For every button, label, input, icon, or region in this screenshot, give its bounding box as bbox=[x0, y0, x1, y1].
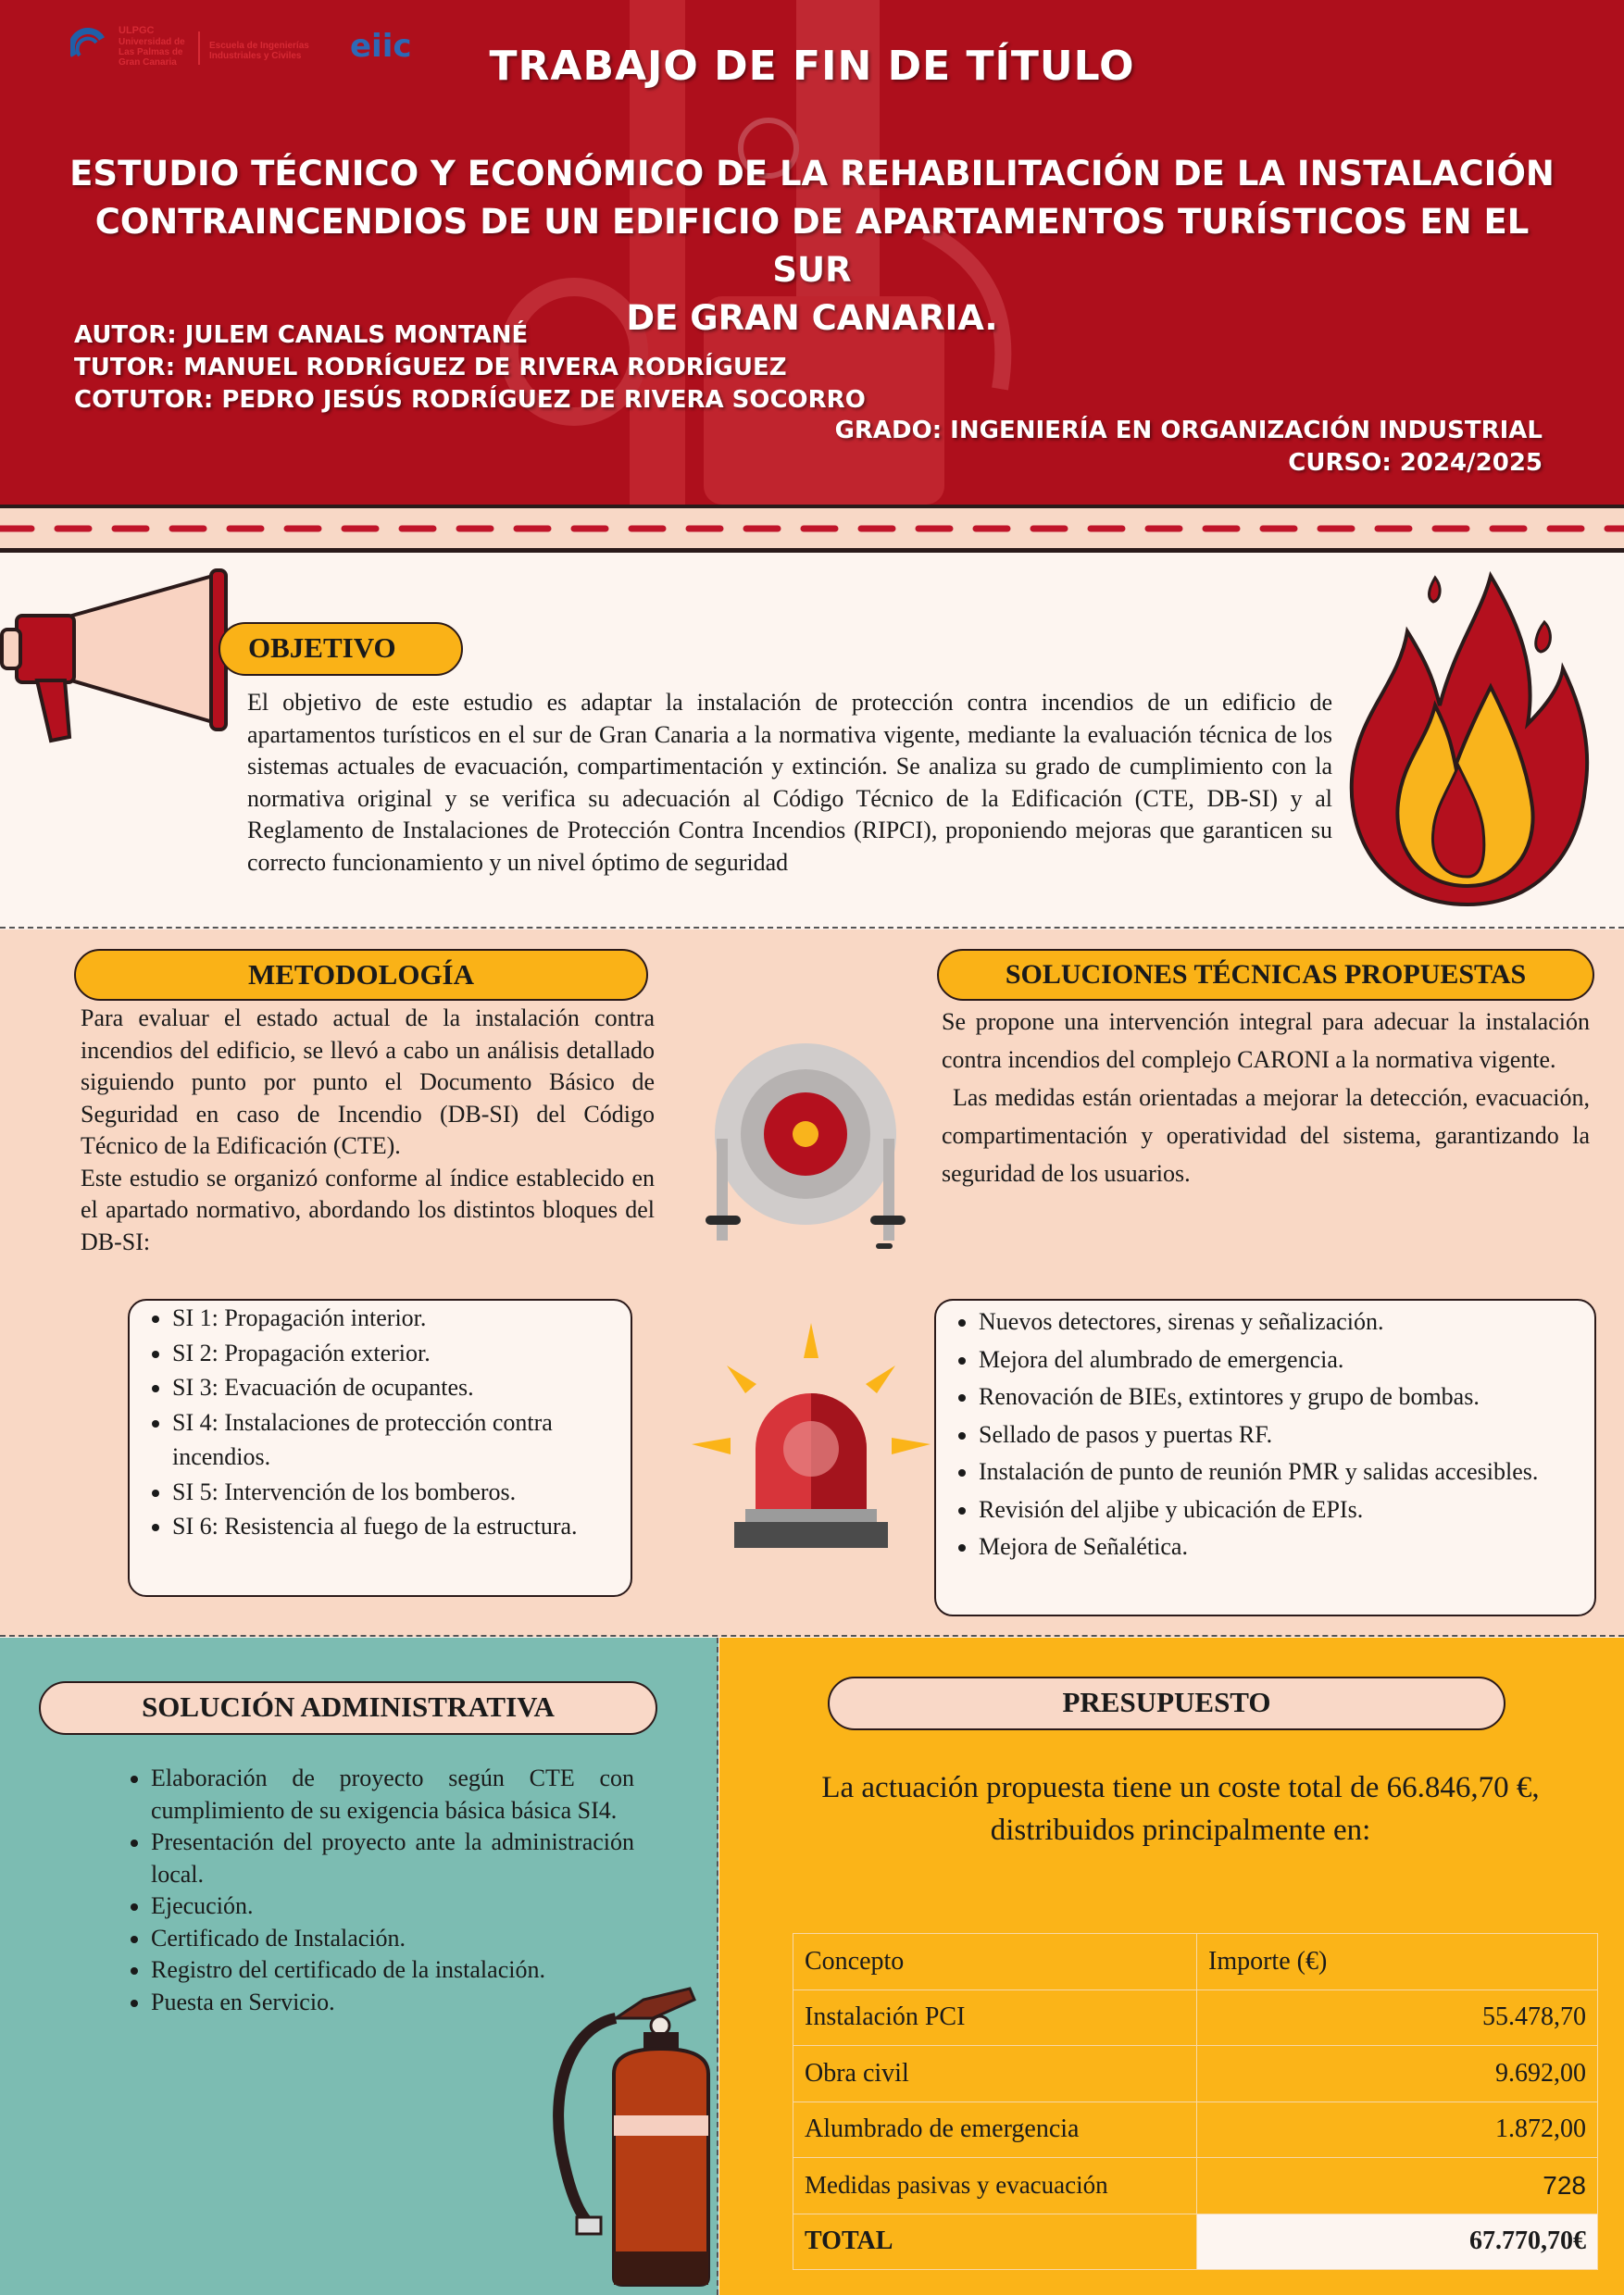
objetivo-heading: OBJETIVO bbox=[219, 622, 463, 676]
list-item: • SI 4: Instalaciones de protección contra incendios. bbox=[172, 1405, 632, 1475]
subject-line-3: DE GRAN CANARIA. bbox=[626, 298, 998, 338]
tutor-line: TUTOR: MANUEL RODRÍGUEZ DE RIVERA RODRÍGUEZ bbox=[74, 354, 787, 381]
metodologia-heading: METODOLOGÍA bbox=[74, 949, 648, 1001]
objetivo-text: El objetivo de este estudio es adaptar la instalación de protección contra incendios de un edificio de apartamentos turísticos en el sur de Gran Canaria a la normativa vigente, mediante la evaluación técnica de los sistemas actuales de evacuación, compartimentación y extinción. Se analiza su grado de cumplimiento con la normativa original y se verifica su adecuación al Código Técnico de la Edificación (CTE, DB-SI) y al Reglamento de Instalaciones de Protección Contra Incendios (RIPCI), proponiendo mejoras que garanticen su correcto funcionamiento y un nivel óptimo de seguridad bbox=[247, 689, 1332, 876]
table-total-row bbox=[793, 2214, 1598, 2270]
row-importe: 728 bbox=[1197, 2158, 1598, 2214]
soluciones-list bbox=[934, 1303, 1596, 1566]
soluciones-heading: SOLUCIONES TÉCNICAS PROPUESTAS bbox=[937, 949, 1594, 1001]
row-importe: 1.872,00 bbox=[1197, 2102, 1598, 2158]
list-item: • SI 3: Evacuación de ocupantes. bbox=[172, 1370, 632, 1405]
si-list bbox=[128, 1301, 632, 1544]
university-line-2: Las Palmas de bbox=[119, 47, 183, 57]
list-item: • Ejecución. bbox=[151, 1890, 634, 1923]
presupuesto-lead-line-2: distribuidos principalmente en: bbox=[990, 1814, 1371, 1847]
list-item: • Presentación del proyecto ante la administración local. bbox=[151, 1827, 634, 1890]
metodologia-paragraph-1: Para evaluar el estado actual de la instalación contra incendios del edificio, se llevó a cabo un análisis detallado siguiendo punto por punto el Documento Básico de Seguridad en caso de Incendio (DB-SI) del Código Técnico de la Edificación (CTE). bbox=[81, 1004, 655, 1159]
list-item: • Instalación de punto de reunión PMR y salidas accesibles. bbox=[979, 1453, 1596, 1491]
soluciones-paragraph-2: Las medidas están orientadas a mejorar la detección, evacuación, compartimentación y operatividad del sistema, garantizando la seguridad de los usuarios. bbox=[942, 1084, 1590, 1187]
row-concepto: Medidas pasivas y evacuación bbox=[793, 2158, 1197, 2214]
metodologia-text bbox=[81, 1003, 655, 1258]
list-item: • Elaboración de proyecto según CTE con cumplimiento de su exigencia básica básica SI4. bbox=[151, 1763, 634, 1827]
author-line: AUTOR: JULEM CANALS MONTANÉ bbox=[74, 321, 529, 349]
soluciones-text bbox=[942, 1003, 1590, 1192]
list-item: • SI 1: Propagación interior. bbox=[172, 1301, 632, 1336]
cotutor-line: COTUTOR: PEDRO JESÚS RODRÍGUEZ DE RIVERA SOCORRO bbox=[74, 386, 866, 414]
megaphone-icon bbox=[0, 565, 241, 755]
row-concepto: Instalación PCI bbox=[793, 1989, 1197, 2046]
header-concepto: Concepto bbox=[793, 1934, 1197, 1990]
list-item: • Revisión del aljibe y ubicación de EPIs. bbox=[979, 1491, 1596, 1529]
list-item: • Nuevos detectores, sirenas y señalización. bbox=[979, 1303, 1596, 1341]
presupuesto-lead-line-1: La actuación propuesta tiene un coste total de 66.846,70 €, bbox=[821, 1771, 1540, 1804]
subject-line-2: CONTRAINCENDIOS DE UN EDIFICIO DE APARTAMENTOS TURÍSTICOS EN EL SUR bbox=[94, 202, 1530, 290]
degree-block bbox=[835, 415, 1543, 480]
course-line: CURSO: 2024/2025 bbox=[1288, 449, 1543, 477]
presupuesto-heading: PRESUPUESTO bbox=[828, 1677, 1505, 1730]
administrativa-list bbox=[106, 1763, 634, 2018]
list-item: • Sellado de pasos y puertas RF. bbox=[979, 1416, 1596, 1454]
list-item: • Mejora del alumbrado de emergencia. bbox=[979, 1341, 1596, 1379]
hose-reel-icon bbox=[704, 1041, 907, 1254]
list-item: • Mejora de Señalética. bbox=[979, 1528, 1596, 1566]
list-item: • Puesta en Servicio. bbox=[151, 1987, 634, 2019]
ulpgc-acronym: ULPGC bbox=[119, 25, 155, 36]
university-line-1: Universidad de bbox=[119, 37, 185, 47]
row-importe: 55.478,70 bbox=[1197, 1989, 1598, 2046]
metodologia-paragraph-2: Este estudio se organizó conforme al índice establecido en el apartado normativo, abordando los distintos bloques del DB-SI: bbox=[81, 1164, 655, 1255]
stitched-divider bbox=[0, 505, 1624, 553]
dashed-line-decoration bbox=[0, 518, 1624, 540]
table-row bbox=[793, 1989, 1598, 2046]
table-row bbox=[793, 2102, 1598, 2158]
list-item: • SI 5: Intervención de los bomberos. bbox=[172, 1475, 632, 1510]
budget-table bbox=[793, 1933, 1598, 2270]
row-concepto: Alumbrado de emergencia bbox=[793, 2102, 1197, 2158]
list-item: • Renovación de BIEs, extintores y grupo de bombas. bbox=[979, 1378, 1596, 1416]
fire-icon bbox=[1343, 567, 1593, 909]
list-item: • SI 6: Resistencia al fuego de la estructura. bbox=[172, 1509, 632, 1544]
poster-title: TRABAJO DE FIN DE TÍTULO bbox=[489, 43, 1135, 90]
eiic-logo: eiic bbox=[350, 28, 412, 65]
row-importe: 9.692,00 bbox=[1197, 2046, 1598, 2102]
presupuesto-lead bbox=[778, 1766, 1583, 1852]
header-importe: Importe (€) bbox=[1197, 1934, 1598, 1990]
administrativa-heading: SOLUCIÓN ADMINISTRATIVA bbox=[39, 1681, 657, 1735]
subject-line-1: ESTUDIO TÉCNICO Y ECONÓMICO DE LA REHABILITACIÓN DE LA INSTALACIÓN bbox=[69, 154, 1555, 193]
list-item: • Certificado de Instalación. bbox=[151, 1923, 634, 1955]
table-row bbox=[793, 2046, 1598, 2102]
total-value: 67.770,70€ bbox=[1197, 2214, 1598, 2270]
degree-line: GRADO: INGENIERÍA EN ORGANIZACIÓN INDUSTRIAL bbox=[834, 417, 1543, 444]
siren-icon bbox=[690, 1319, 932, 1560]
university-line-3: Gran Canaria bbox=[119, 57, 177, 68]
list-item: • SI 2: Propagación exterior. bbox=[172, 1336, 632, 1371]
school-line-1: Escuela de Ingenierías bbox=[209, 41, 309, 51]
total-label: TOTAL bbox=[793, 2214, 1197, 2270]
table-header-row bbox=[793, 1934, 1598, 1990]
table-row bbox=[793, 2158, 1598, 2214]
school-line-2: Industriales y Civiles bbox=[209, 51, 302, 61]
authors-block bbox=[74, 319, 866, 417]
extinguisher-icon bbox=[551, 1981, 718, 2287]
row-concepto: Obra civil bbox=[793, 2046, 1197, 2102]
soluciones-paragraph-1: Se propone una intervención integral para adecuar la instalación contra incendios del complejo CARONI a la normativa vigente. bbox=[942, 1008, 1590, 1073]
project-subject bbox=[56, 150, 1568, 343]
list-item: • Registro del certificado de la instalación. bbox=[151, 1954, 634, 1987]
header-banner bbox=[0, 0, 1624, 505]
